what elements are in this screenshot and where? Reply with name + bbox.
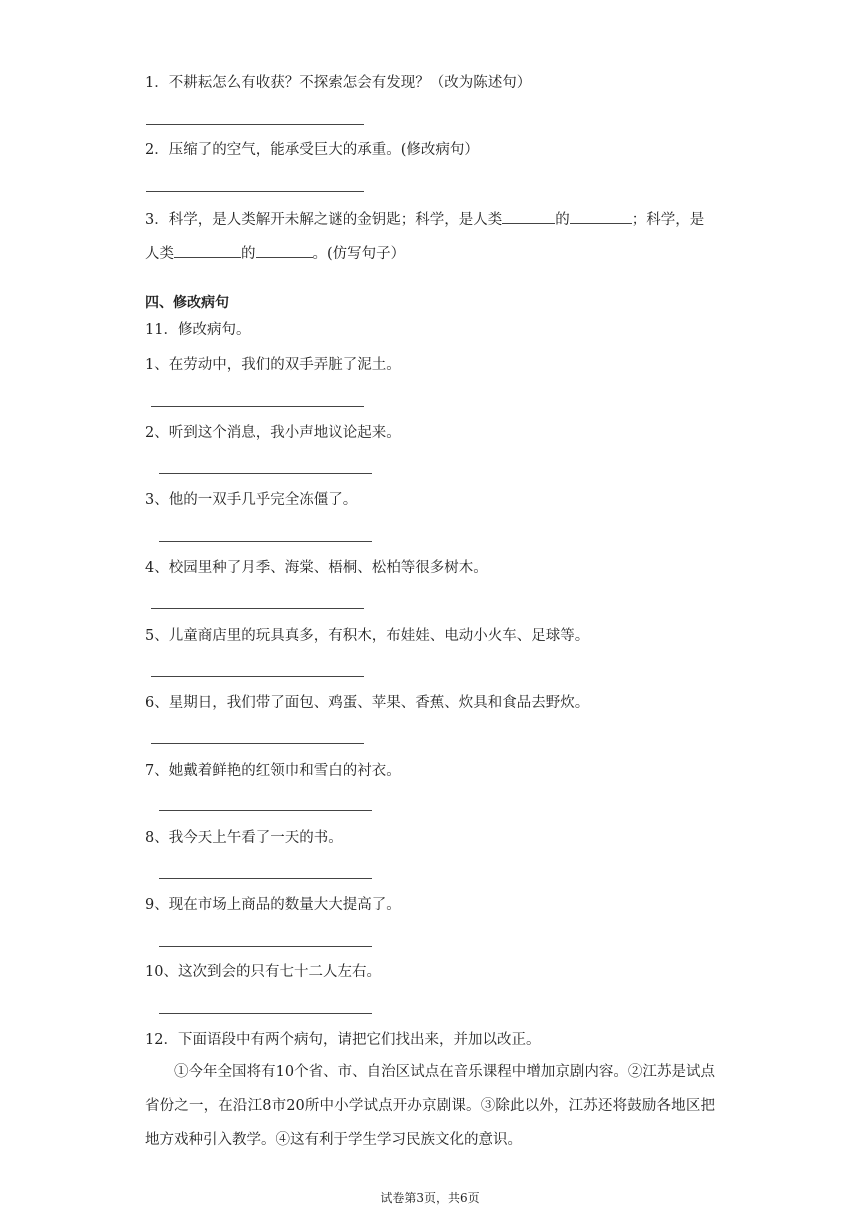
list-item: 10、这次到会的只有七十二人左右。 xyxy=(145,964,381,980)
list-item: 7、她戴着鲜艳的红领巾和雪白的衬衣。 xyxy=(145,763,401,779)
fill-blank[interactable] xyxy=(256,243,313,258)
question-3-text-f: 。(仿写句子） xyxy=(312,246,406,262)
list-item: 1、在劳动中，我们的双手弄脏了泥土。 xyxy=(145,357,401,373)
answer-blank-1[interactable] xyxy=(146,124,364,125)
question-3-text-e: 的 xyxy=(241,246,256,262)
fill-blank[interactable] xyxy=(502,209,555,224)
answer-blank[interactable] xyxy=(159,541,372,542)
answer-blank[interactable] xyxy=(159,810,372,811)
question-12-passage: ①今年全国将有10个省、市、自治区试点在音乐课程中增加京剧内容。②江苏是试点省份之一，在沿江8市20所中小学试点开办京剧课。③除此以外，江苏还将鼓励各地区把地方戏种引入教学。④这有利于学生学习民族文化的意识。 xyxy=(145,1064,715,1148)
answer-blank[interactable] xyxy=(159,946,372,947)
question-2: 2．压缩了的空气，能承受巨大的承重。(修改病句） xyxy=(145,142,479,158)
list-item: 3、他的一双手几乎完全冻僵了。 xyxy=(145,492,358,508)
list-item: 8、我今天上午看了一天的书。 xyxy=(145,830,343,846)
question-3-text-c: ；科学，是 xyxy=(631,212,705,228)
question-3-text-d: 人类 xyxy=(145,246,174,262)
fill-blank[interactable] xyxy=(174,243,241,258)
question-3-line-1 xyxy=(145,209,704,230)
section-heading: 四、修改病句 xyxy=(145,295,229,311)
list-item: 5、儿童商店里的玩具真多，有积木，布娃娃、电动小火车、足球等。 xyxy=(145,628,590,644)
list-item: 4、校园里种了月季、海棠、梧桐、松柏等很多树木。 xyxy=(145,560,488,576)
question-1: 1．不耕耘怎么有收获？不探索怎会有发现？（改为陈述句） xyxy=(145,75,532,91)
answer-blank[interactable] xyxy=(151,406,364,407)
answer-blank[interactable] xyxy=(151,676,364,677)
fill-blank[interactable] xyxy=(570,209,632,224)
question-11-title: 11．修改病句。 xyxy=(145,322,251,338)
question-3-text-b: 的 xyxy=(555,212,570,228)
answer-blank[interactable] xyxy=(151,608,364,609)
answer-blank[interactable] xyxy=(151,743,364,744)
answer-blank-2[interactable] xyxy=(146,191,364,192)
list-item: 2、听到这个消息，我小声地议论起来。 xyxy=(145,425,401,441)
question-12-title: 12．下面语段中有两个病句，请把它们找出来，并加以改正。 xyxy=(145,1032,541,1048)
list-item: 6、星期日，我们带了面包、鸡蛋、苹果、香蕉、炊具和食品去野炊。 xyxy=(145,695,590,711)
list-item: 9、现在市场上商品的数量大大提高了。 xyxy=(145,897,401,913)
answer-blank[interactable] xyxy=(159,878,372,879)
answer-blank[interactable] xyxy=(159,1013,372,1014)
question-3-line-2 xyxy=(145,243,405,264)
question-3-text-a: 3．科学，是人类解开未解之谜的金钥匙；科学，是人类 xyxy=(145,212,503,228)
answer-blank[interactable] xyxy=(159,473,372,474)
page-footer: 试卷第3页，共6页 xyxy=(380,1191,480,1205)
